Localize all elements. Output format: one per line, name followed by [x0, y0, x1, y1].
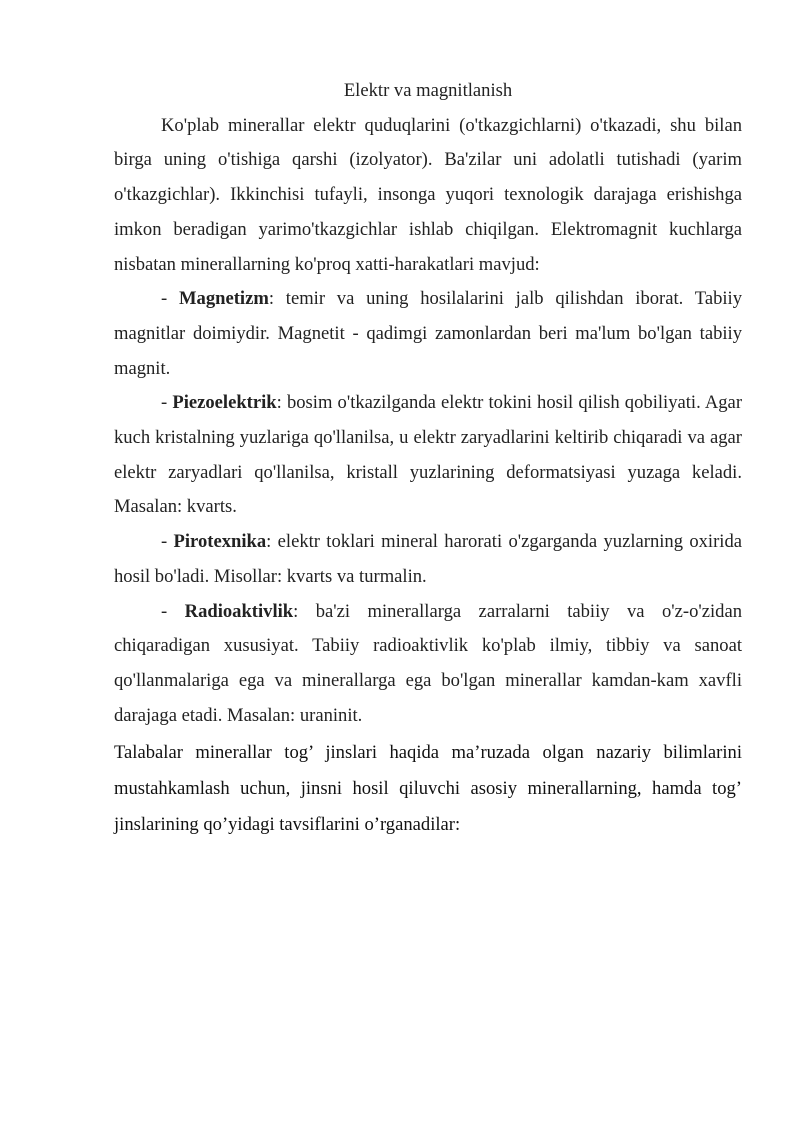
item-text: : ba'zi minerallarga zarralarni tabiiy va o'z-o'zidan chiqaradigan xususiyat. Tabiiy radioaktivlik ko'plab ilmiy, tibbiy va sanoat qo'llanmalariga ega va minerallarga ega bo'lgan minerallar kamdan-kam xavfli darajaga etadi. Masalan: uraninit.: [114, 600, 742, 726]
item-term: Pirotexnika: [173, 531, 267, 553]
item-pirotexnika: [114, 525, 742, 594]
item-prefix: -: [161, 600, 185, 622]
document-title: Elektr va magnitlanish: [343, 80, 513, 101]
item-prefix: -: [161, 392, 173, 414]
item-prefix: -: [161, 531, 174, 553]
closing-paragraph: Talabalar minerallar tog’ jinslari haqida ma’ruzada olgan nazariy bilimlarini mustahkamlash uchun, jinsni hosil qiluvchi asosiy minerallarning, hamda tog’ jinslarining qo’yidagi tavsiflarini o’rganadilar:: [114, 742, 742, 836]
item-term: Piezoelektrik: [172, 392, 277, 414]
item-term: Magnetizm: [178, 288, 269, 310]
item-radioaktivlik: [114, 595, 742, 734]
intro-paragraph: Ko'plab minerallar elektr quduqlarini (o'tkazgichlarni) o'tkazadi, shu bilan birga uning o'tishiga qarshi (izolyator). Ba'zilar uni adolatli tutishadi (yarim o'tkazgichlar). Ikkinchisi tufayli, insonga yuqori texnologik darajaga erishishga imkon beradigan yarimo'tkazgichlar ishlab chiqilgan. Elektromagnit kuchlarga nisbatan minerallarning ko'proq xatti-harakatlari mavjud:: [114, 114, 742, 275]
item-magnetizm: [114, 282, 742, 386]
document-page: [114, 74, 742, 843]
item-piezoelektrik: [114, 386, 742, 525]
item-text: : temir va uning hosilalarini jalb qilishdan iborat. Tabiiy magnitlar doimiydir. Magnetit - qadimgi zamonlardan beri ma'lum bo'lgan tabiiy magnit.: [114, 288, 742, 379]
item-text: : elektr toklari mineral harorati o'zgarganda yuzlarning oxirida hosil bo'ladi. Misollar: kvarts va turmalin.: [114, 531, 742, 587]
item-text: : bosim o'tkazilganda elektr tokini hosil qilish qobiliyati. Agar kuch kristalning yuzlariga qo'llanilsa, u elektr zaryadlarini keltirib chiqaradi va agar elektr zaryadlari qo'llanilsa, kristall yuzlarining deformatsiyasi yuzaga keladi. Masalan: kvarts.: [114, 392, 743, 518]
item-prefix: -: [161, 288, 179, 310]
item-term: Radioaktivlik: [184, 600, 294, 622]
